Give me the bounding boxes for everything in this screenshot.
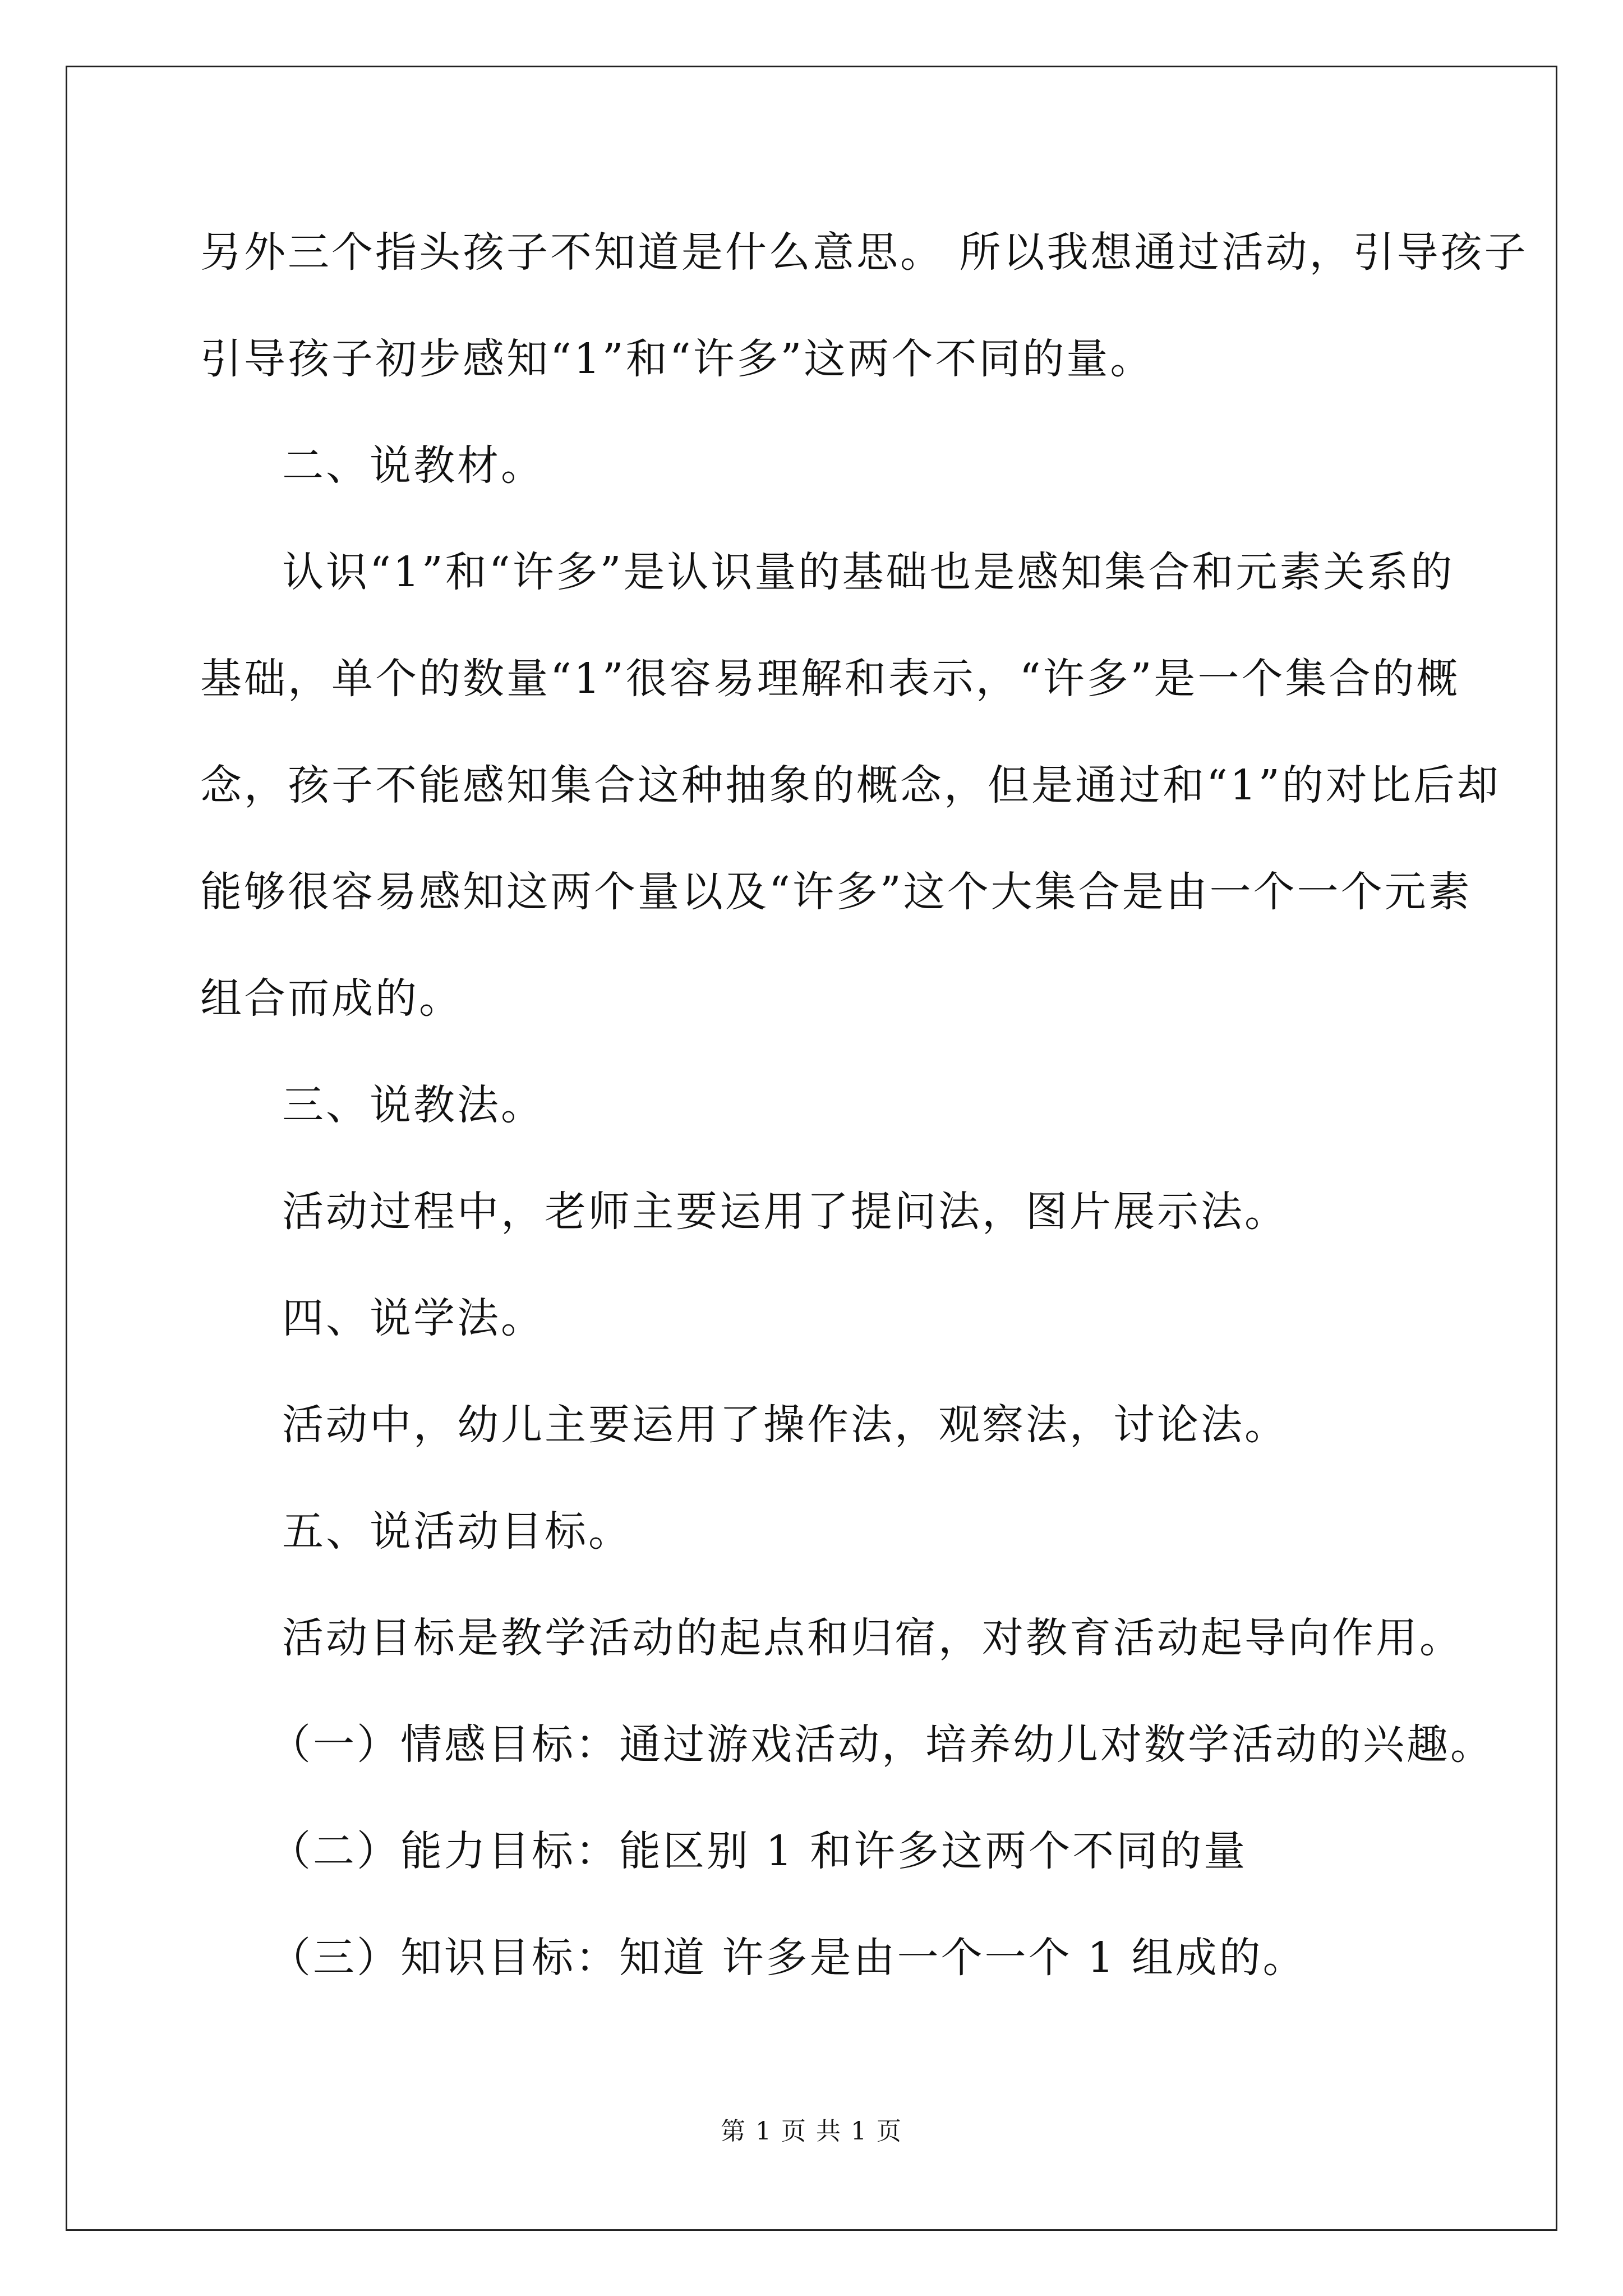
text-line: 引导孩子初步感知“1”和“许多”这两个不同的量。: [200, 335, 1154, 383]
section-heading: 五、说活动目标。: [282, 1507, 632, 1556]
text-line: 另外三个指头孩子不知道是什么意思。 所以我想通过活动，引导孩子: [200, 228, 1528, 277]
section-heading: 二、说教材。: [282, 441, 545, 490]
text-line: 基础，单个的数量“1”很容易理解和表示，“许多”是一个集合的概: [200, 655, 1460, 703]
section-heading: 四、说学法。: [282, 1294, 545, 1342]
text-line: 念，孩子不能感知集合这种抽象的概念，但是通过和“1”的对比后却: [200, 761, 1501, 809]
goal-item: （三）知识目标：知道 许多是由一个一个 1 组成的。: [269, 1934, 1307, 1982]
page-border: [66, 66, 1557, 2231]
page-footer: 第 1 页 共 1 页: [721, 2117, 902, 2146]
goal-item: （一）情感目标：通过游戏活动，培养幼儿对数学活动的兴趣。: [269, 1720, 1494, 1769]
paragraph-first-line: 认识“1”和“许多”是认识量的基础也是感知集合和元素关系的: [282, 548, 1455, 596]
paragraph-first-line: 活动目标是教学活动的起点和归宿，对教育活动起导向作用。: [282, 1614, 1463, 1662]
goal-item: （二）能力目标：能区别 1 和许多这两个不同的量: [269, 1827, 1248, 1875]
section-heading: 三、说教法。: [282, 1081, 545, 1129]
paragraph-first-line: 活动过程中，老师主要运用了提问法，图片展示法。: [282, 1188, 1288, 1236]
paragraph-first-line: 活动中，幼儿主要运用了操作法，观察法，讨论法。: [282, 1401, 1288, 1449]
text-line: 能够很容易感知这两个量以及“许多”这个大集合是由一个一个元素: [200, 868, 1472, 916]
text-line: 组合而成的。: [200, 974, 463, 1023]
